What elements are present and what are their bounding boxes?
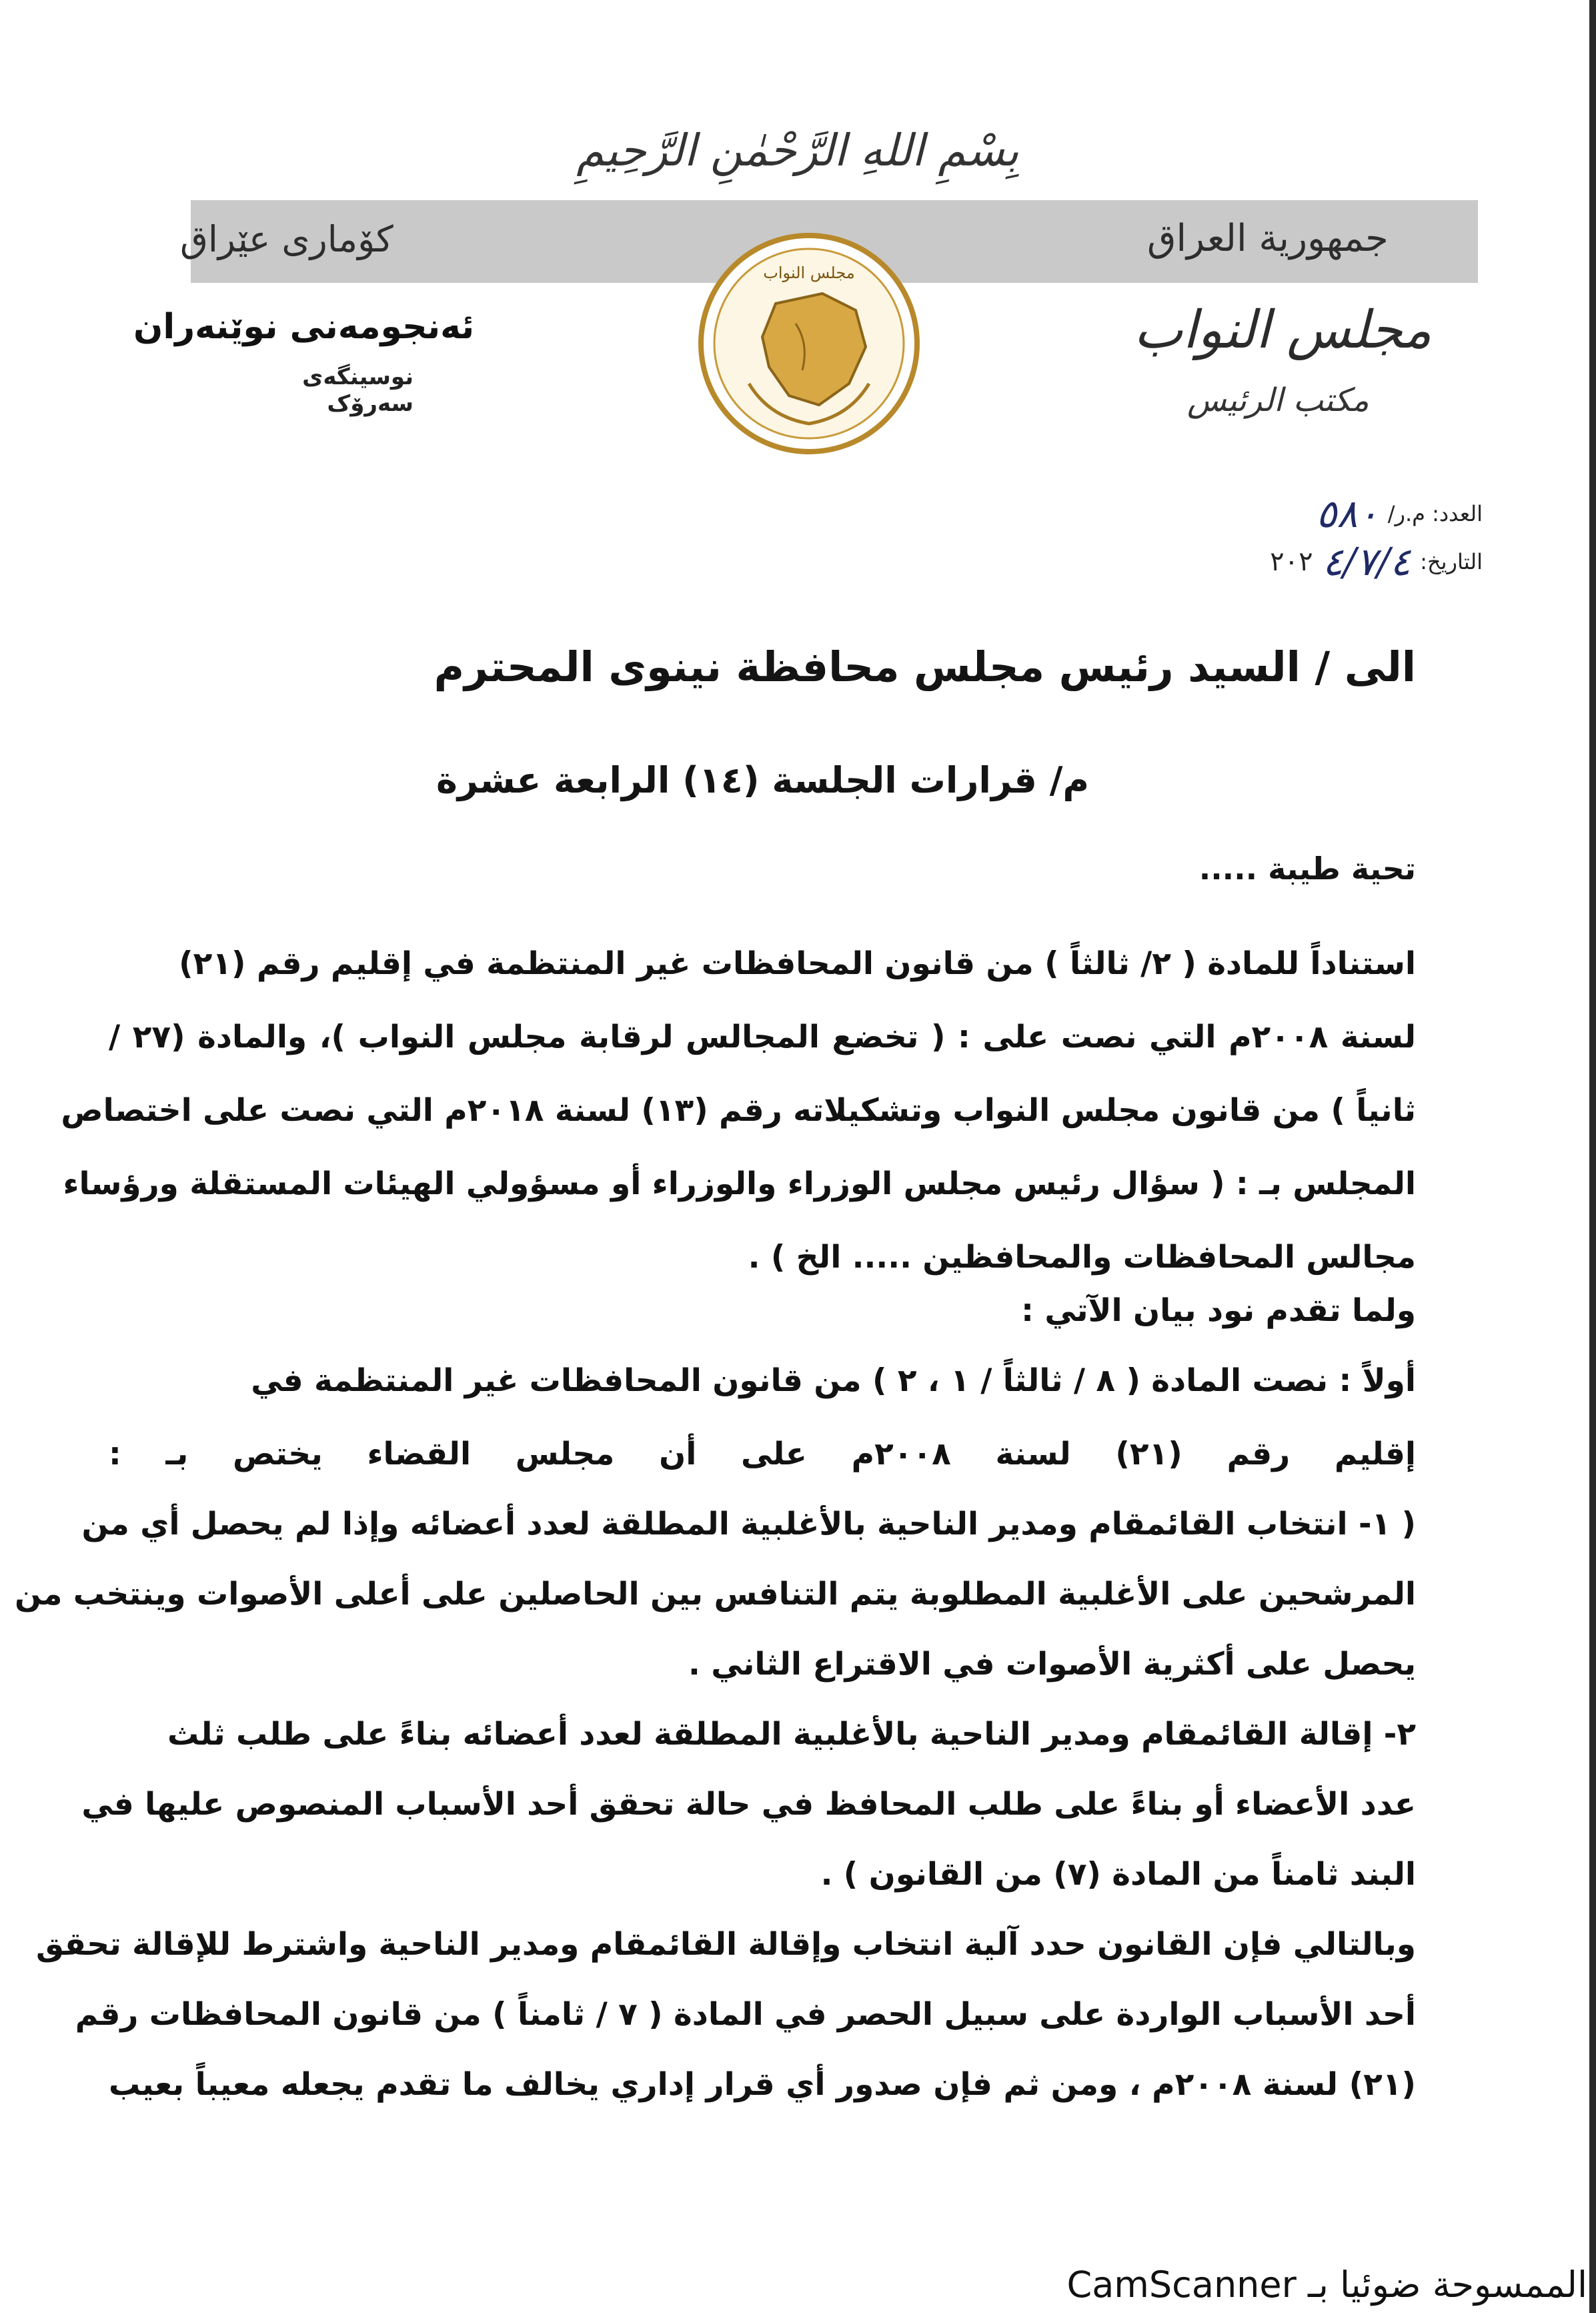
date-label: التاريخ:	[1420, 549, 1483, 574]
body-line: ٢- إقالة القائمقام ومدير الناحية بالأغلبية المطلقة لعدد أعضائه بناءً على طلب ثلث	[167, 1716, 1416, 1753]
body-line: البند ثامناً من المادة (٧) من القانون ) .	[820, 1856, 1416, 1893]
reference-number-label: العدد: م.ر/	[1387, 501, 1483, 526]
seal-text: مجلس النواب	[763, 264, 855, 282]
camscanner-watermark: الممسوحة ضوئيا بـ CamScanner	[1066, 2264, 1587, 2306]
body-line: وبالتالي فإن القانون حدد آلية انتخاب وإقالة القائمقام ومدير الناحية واشترط للإقالة تحقق	[36, 1926, 1416, 1963]
greeting-line: تحية طيبة .....	[1199, 851, 1416, 887]
body-line: ( ١- انتخاب القائمقام ومدير الناحية بالأغلبية المطلقة لعدد أعضائه وإذا لم يحصل أي من	[81, 1506, 1416, 1542]
reference-number-row	[1316, 491, 1483, 536]
body-line: ولما تقدم نود بيان الآتي :	[1021, 1292, 1416, 1329]
basmala-calligraphy: بِسْمِ اللهِ الرَّحْمٰنِ الرَّحِيمِ	[576, 124, 1019, 176]
body-line: (٢١) لسنة ٢٠٠٨م ، ومن ثم فإن صدور أي قرار إداري يخالف ما تقدم يجعله معيباً بعيب	[109, 2066, 1416, 2103]
reference-number-value: ٥٨٠	[1316, 491, 1379, 536]
letterhead-kurdish-country: كۆماری عێراق	[180, 217, 393, 260]
date-handwritten: ٤/٧/٤	[1322, 539, 1411, 584]
letterhead-arabic-country: جمهورية العراق	[1147, 216, 1389, 260]
body-line: أحد الأسباب الواردة على سبيل الحصر في المادة ( ٧ / ثامناً ) من قانون المحافظات رقم	[75, 1996, 1416, 2033]
body-line: مجالس المحافظات والمحافظين ..... الخ ) .	[748, 1239, 1416, 1276]
body-line: المجلس بـ : ( سؤال رئيس مجلس الوزراء والوزراء أو مسؤولي الهيئات المستقلة ورؤساء	[63, 1166, 1416, 1202]
body-line: استناداً للمادة ( ٢/ ثالثاً ) من قانون المحافظات غير المنتظمة في إقليم رقم (٢١)	[179, 945, 1416, 982]
date-row	[1270, 539, 1483, 584]
letterhead-arabic-org: مجلس النواب	[1134, 300, 1432, 360]
body-line: أولاً : نصت المادة ( ٨ / ثالثاً / ١ ، ٢ ) من قانون المحافظات غير المنتظمة في	[251, 1362, 1416, 1399]
parliament-seal-logo	[696, 230, 922, 457]
subject-line: م/ قرارات الجلسة (١٤) الرابعة عشرة	[436, 759, 1089, 801]
body-line: يحصل على أكثرية الأصوات في الاقتراع الثاني .	[688, 1646, 1416, 1683]
body-line: عدد الأعضاء أو بناءً على طلب المحافظ في حالة تحقق أحد الأسباب المنصوص عليها في	[81, 1786, 1416, 1823]
body-line: لسنة ٢٠٠٨م التي نصت على : ( تخضع المجالس لرقابة مجلس النواب )، والمادة (٢٧ /	[109, 1019, 1417, 1055]
letterhead-kurdish-org: ئەنجومەنی نوێنەران	[133, 307, 475, 347]
letterhead-arabic-office: مكتب الرئيس	[1187, 382, 1369, 419]
letterhead-kurdish-office: نوسینگەی سەرۆک	[302, 364, 414, 417]
body-line: المرشحين على الأغلبية المطلوبة يتم التنافس بين الحاصلين على أعلى الأصوات وينتخب من	[15, 1576, 1416, 1612]
body-line: ثانياً ) من قانون مجلس النواب وتشكيلاته رقم (١٣) لسنة ٢٠١٨م التي نصت على اختصاص	[61, 1092, 1416, 1129]
date-year: ٢٠٢	[1270, 546, 1313, 577]
body-line: إقليم رقم (٢١) لسنة ٢٠٠٨م على أن مجلس القضاء يختص بـ :	[109, 1436, 1417, 1472]
addressee-line: الى / السيد رئيس مجلس محافظة نينوى المحترم	[434, 642, 1416, 691]
